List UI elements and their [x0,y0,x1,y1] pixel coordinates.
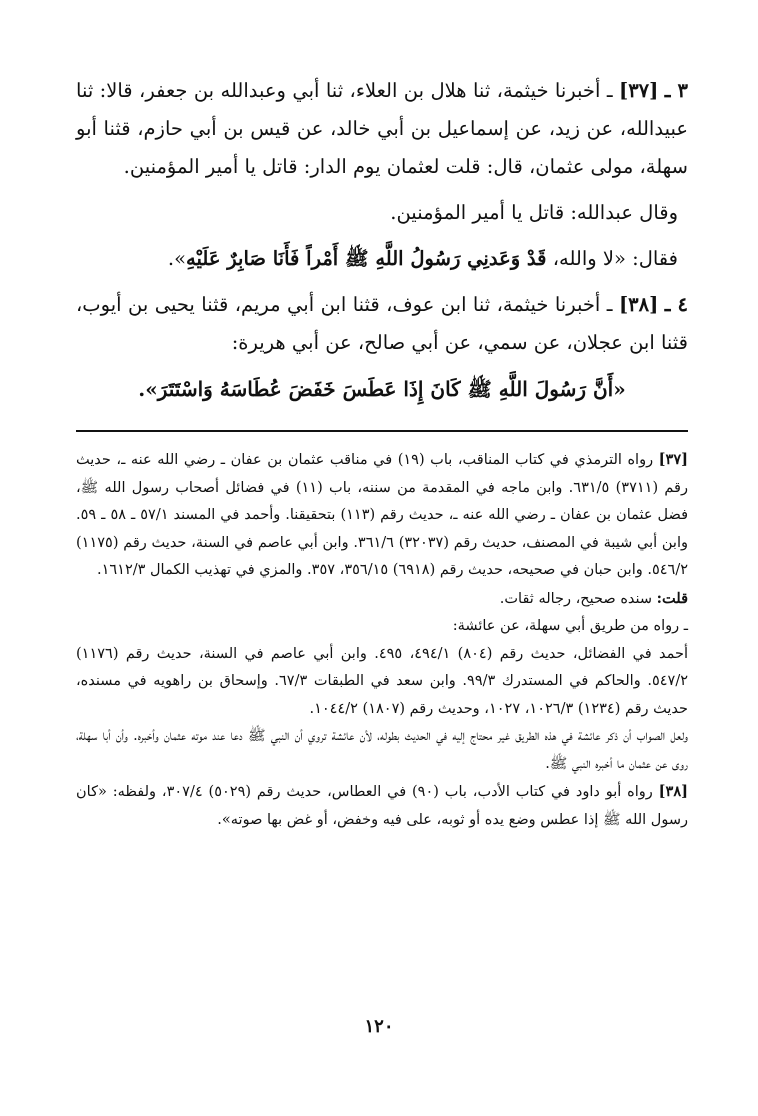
footnotes [76,446,688,834]
reply-end: ». [167,247,187,270]
page-content [76,72,688,1092]
hadith-38-matn: «أَنَّ رَسُولَ اللَّهِ ﷺ كَانَ إِذَا عَطَسَ خَفَضَ عُطَاسَهُ وَاسْتَتَرَ». [138,377,626,401]
footnote-ref: [٣٨] [658,783,688,800]
hadith-ref: [٣٧] [618,79,659,102]
footnote-37 [76,446,688,585]
reply-intro: فقال: «لا والله، [552,247,678,270]
footnote-text: رواه أبو داود في كتاب الأدب، باب (٩٠) في العطاس، حديث رقم (٥٠٢٩) ٣٠٧/٤، ولفظه: «كان رسول الله ﷺ إذا عطس وضع يده أو ثوبه، على فيه وخفض، أو غض بها صوته». [76,784,688,828]
hadith-37 [76,72,688,186]
qult-label: قلت: [656,589,688,607]
footnote-ref: [٣٧] [658,451,688,468]
footnote-aisha-text: أحمد في الفضائل، حديث رقم (٨٠٤) ٤٩٤/١، ٤٩٥. وابن أبي عاصم في السنة، حديث رقم (١١٧٦) ٥٤٧/٢. والحاكم في المستدرك ٩٩/٣. وابن سعد في الطبقات ٦٧/٣. وإسحاق بن راهويه في مسنده، حديث رقم (١٢٣٤) ١٠٢٦/٣، ١٠٢٧، وحديث رقم (١٨٠٧) ١٠٤٤/٢. [76,645,688,717]
hadith-number: ٤ ـ [664,293,689,316]
page-number: ١٢٠ [364,1016,394,1037]
hadith-isnad: ـ أخبرنا خيثمة، ثنا ابن عوف، قثنا ابن أبي مريم، قثنا يحيى بن أيوب، قثنا ابن عجلان، عن سمي، عن أبي صالح، عن أبي هريرة: [76,293,688,354]
hadith-isnad: ـ أخبرنا خيثمة، ثنا هلال بن العلاء، ثنا أبي وعبدالله بن جعفر، قالا: ثنا عبيدالله، عن زيد، عن إسماعيل بن أبي خالد، عن قيس بن أبي حازم، قثنا أبو سهلة، مولى عثمان، قال: قلت لعثمان يوم الدار: قاتل يا أمير المؤمنين. [76,79,688,178]
footnote-38 [76,778,688,834]
footnote-qult [76,585,688,614]
footnote-sawab: ولعل الصواب أن ذكر عائشة في هذه الطريق غير محتاج إليه في الحديث بطوله، لأن عائشة تروي أن النبي ﷺ دعا عند موته عثمان وأخبره. وأن أبا سهلة، روى عن عثمان ما أخبره النبي ﷺ. [76,728,688,772]
hadith-37-reply [76,240,678,278]
hadith-37-abdullah: وقال عبدالله: قاتل يا أمير المؤمنين. [390,201,678,224]
footnote-text: رواه الترمذي في كتاب المناقب، باب (١٩) في مناقب عثمان بن عفان ـ رضي الله عنه ـ، حديث رقم (٣٧١١) ٦٣١/٥. وابن ماجه في المقدمة من سننه، باب (١١) في فضائل أصحاب رسول الله ﷺ، فضل عثمان بن عفان ـ رضي الله عنه ـ، حديث رقم (١١٣) بتحقيقنا. وأحمد في المسند ٥٧/١ ـ ٥٨ ـ ٥٩. وابن أبي شيبة في المصنف، حديث رقم (٣٢٠٣٧) ٣٦١/٦. وابن أبي عاصم في السنة، حديث رقم (١١٧٥) ٥٤٦/٢. وابن حبان في صحيحه، حديث رقم (٦٩١٨) ٣٥٦/١٥، ٣٥٧. والمزي في تهذيب الكمال ١٦١٢/٣. [76,452,689,578]
main-text [76,72,688,408]
qult-text: سنده صحيح، رجاله ثقات. [499,590,653,607]
hadith-ref: [٣٨] [618,293,659,316]
reply-quote: قَدْ وَعَدنِي رَسُولُ اللَّهِ ﷺ أَمْراً فَأَنَا صَابِرٌ عَلَيْهِ [186,247,547,270]
hadith-38 [76,286,688,362]
hadith-number: ٣ ـ [664,79,688,102]
footnote-divider [76,430,688,432]
footnote-aisha-intro: ـ رواه من طريق أبي سهلة، عن عائشة: [452,618,688,634]
